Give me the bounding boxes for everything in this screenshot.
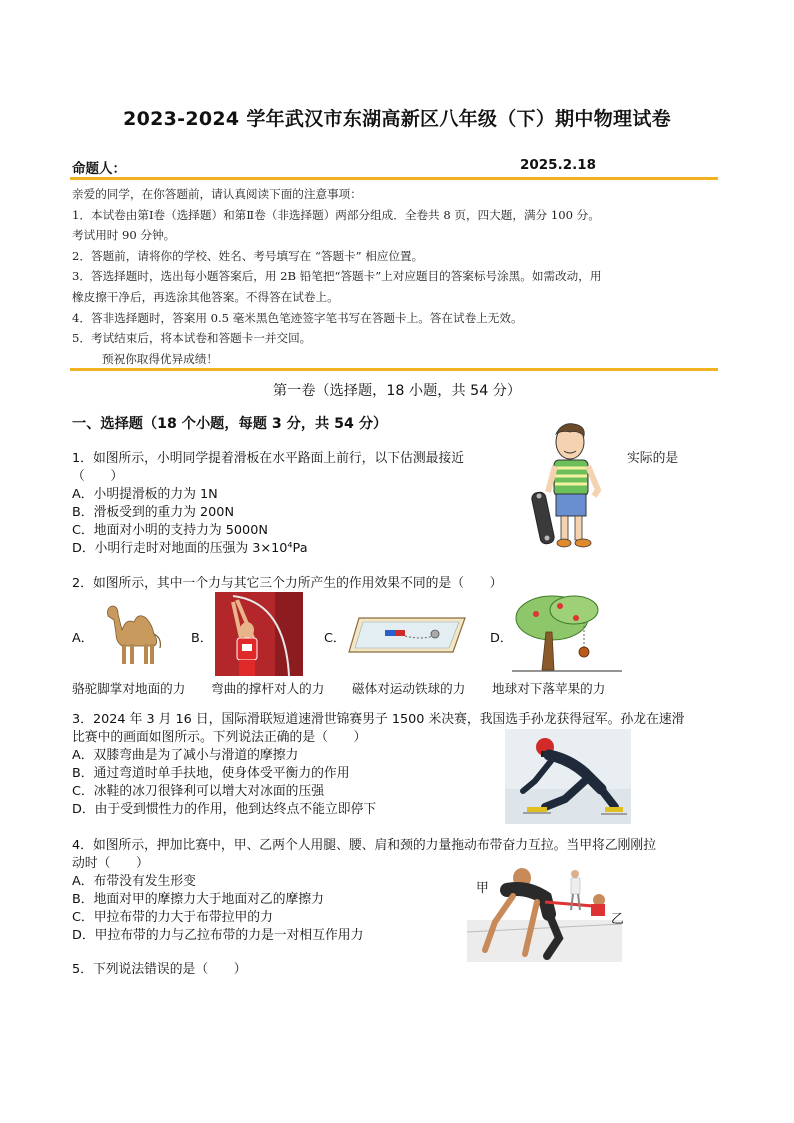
q1-option-b: B．滑板受到的重力为 200N	[72, 505, 235, 520]
q5-stem: 5．下列说法错误的是（ ）	[72, 962, 247, 977]
q1-option-d: D．小明行走时对地面的压强为 3×10⁴Pa	[72, 541, 308, 556]
q1-stem-a: 1．如图所示，小明同学提着滑板在水平路面上前行，以下估测最接近	[72, 451, 465, 466]
q2-stem: 2．如图所示，其中一个力与其它三个力所产生的作用效果不同的是（ ）	[72, 576, 503, 591]
speed-skater-image	[505, 729, 631, 824]
camel-image	[100, 598, 172, 666]
q3-stem-2: 比赛中的画面如图所示。下列说法正确的是（ ）	[72, 730, 367, 745]
tug-contest-image	[467, 862, 622, 962]
q2-caption-b: 弯曲的撑杆对人的力	[211, 681, 325, 696]
q2-label-b: B．	[191, 631, 213, 646]
bottom-rule	[70, 368, 718, 371]
exam-date: 2025.2.18	[520, 157, 597, 173]
q1-option-c: C．地面对小明的支持力为 5000N	[72, 523, 268, 538]
magnet-ball-image	[345, 610, 469, 660]
notice-line: 2．答题前，请将你的学校、姓名、考号填写在 “答题卡” 相应位置。	[72, 248, 424, 263]
q1-option-a: A．小明提滑板的力为 1N	[72, 487, 218, 502]
page-title: 2023-2024 学年武汉市东湖高新区八年级（下）期中物理试卷	[123, 108, 671, 130]
notice-line: 预祝你取得优异成绩！	[102, 351, 218, 366]
q3-option-d: D．由于受到惯性力的作用，他到达终点不能立即停下	[72, 802, 377, 817]
notice-line: 4．答非选择题时，答案用 0.5 毫米黑色笔迹签字笔书写在答题卡上。答在试卷上无效。	[72, 310, 523, 325]
apple-tree-image	[512, 592, 622, 674]
pole-vault-image	[215, 592, 303, 676]
q2-label-d: D．	[490, 631, 513, 646]
notice-line: 考试用时 90 分钟。	[72, 228, 176, 243]
notice-line: 亲爱的同学，在你答题前，请认真阅读下面的注意事项：	[72, 187, 362, 201]
q1-stem-b: 实际的是	[627, 451, 679, 466]
q2-caption-d: 地球对下落苹果的力	[492, 681, 606, 696]
notice-line: 3．答选择题时，选出每小题答案后，用 2B 铅笔把“答题卡”上对应题目的答案标号涂黑。如需改动，用	[72, 269, 602, 284]
q3-stem-1: 3．2024 年 3 月 16 日，国际滑联短道速滑世锦赛男子 1500 米决赛，我国选手孙龙获得冠军。孙龙在速滑	[72, 712, 685, 727]
q3-option-c: C．冰鞋的冰刀很锋利可以增大对冰面的压强	[72, 784, 325, 799]
notice-line: 1．本试卷由第Ⅰ卷（选择题）和第Ⅱ卷（非选择题）两部分组成．全卷共 8 页，四大题，满分 100 分。	[72, 207, 600, 222]
q3-option-a: A．双膝弯曲是为了减小与滑道的摩擦力	[72, 748, 299, 763]
q4-label-yi: 乙	[611, 912, 624, 927]
q4-option-b: B．地面对甲的摩擦力大于地面对乙的摩擦力	[72, 892, 324, 907]
q4-option-d: D．甲拉布带的力与乙拉布带的力是一对相互作用力	[72, 928, 364, 943]
part-heading: 第一卷（选择题，18 小题，共 54 分）	[272, 383, 522, 399]
section-heading: 一、选择题（18 个小题，每题 3 分，共 54 分）	[72, 416, 388, 432]
q1-blank: （ ）	[72, 469, 124, 484]
q2-label-c: C．	[324, 631, 346, 646]
q2-caption-c: 磁体对运动铁球的力	[352, 681, 466, 696]
boy-skateboard-image	[528, 420, 608, 555]
q4-stem-2: 动时（ ）	[72, 856, 149, 871]
q4-stem-1: 4．如图所示，押加比赛中，甲、乙两个人用腿、腰、肩和颈的力量拖动布带奋力互拉。当甲将乙刚刚拉	[72, 838, 657, 853]
q2-label-a: A．	[72, 631, 94, 646]
q4-option-c: C．甲拉布带的力大于布带拉甲的力	[72, 910, 273, 925]
q4-label-jia: 甲	[476, 881, 489, 896]
author-label: 命题人：	[72, 161, 126, 177]
notice-line: 5．考试结束后，将本试卷和答题卡一并交回。	[72, 331, 312, 346]
notice-line: 橡皮擦干净后，再选涂其他答案。不得答在试卷上。	[72, 289, 339, 304]
q3-option-b: B．通过弯道时单手扶地，使身体受平衡力的作用	[72, 766, 350, 781]
top-rule	[70, 177, 718, 180]
notice-block	[72, 184, 722, 369]
q4-option-a: A．布带没有发生形变	[72, 874, 196, 889]
question-1	[72, 450, 464, 558]
q2-caption-a: 骆驼脚掌对地面的力	[72, 681, 186, 696]
